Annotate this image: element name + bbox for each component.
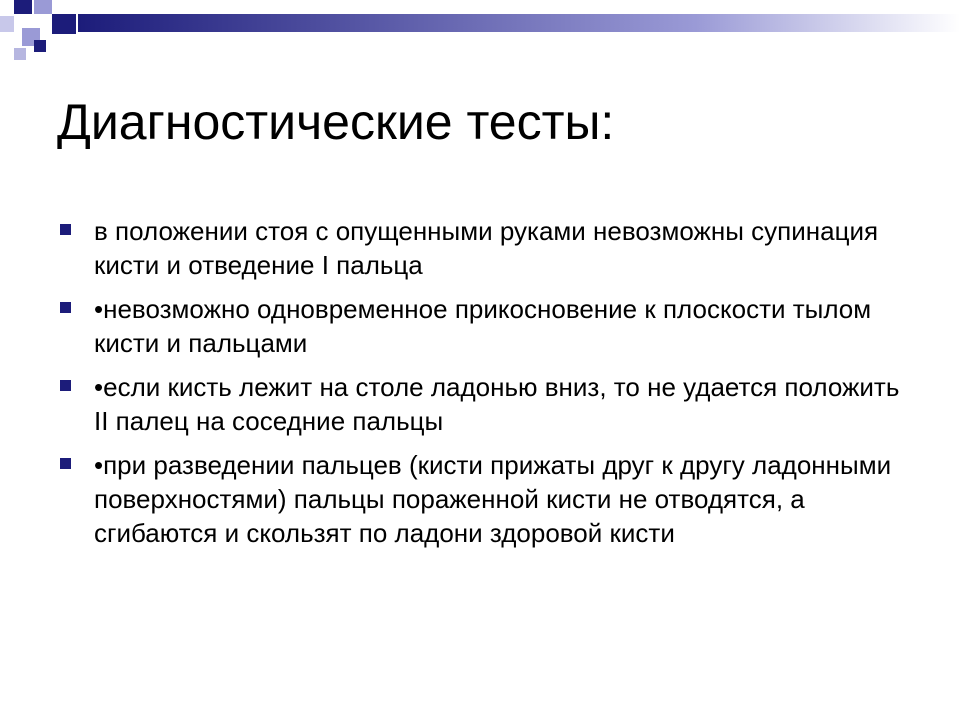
header-gradient-bar <box>78 14 960 32</box>
deco-square-dark-3 <box>34 40 46 52</box>
bullet-item <box>60 448 920 550</box>
square-bullet-icon <box>60 380 71 391</box>
bullet-text: •при разведении пальцев (кисти прижаты друг к другу ладонными поверхностями) пальцы пораженной кисти не отводятся, а сгибаются и скользят по ладони здоровой кисти <box>94 450 892 548</box>
deco-square-dark-1 <box>14 0 32 14</box>
bullet-item <box>60 292 920 360</box>
bullet-list <box>60 214 920 560</box>
deco-square-light-4 <box>14 48 26 60</box>
square-bullet-icon <box>60 458 71 469</box>
bullet-item <box>60 214 920 282</box>
bullet-item <box>60 370 920 438</box>
bullet-text: в положении стоя с опущенными руками невозможны супинация кисти и отведение I пальца <box>94 216 879 280</box>
slide-title: Диагностические тесты: <box>57 94 615 150</box>
deco-square-light-1 <box>34 0 52 14</box>
square-bullet-icon <box>60 302 71 313</box>
deco-square-dark-2 <box>52 14 76 34</box>
square-bullet-icon <box>60 224 71 235</box>
deco-square-light-2 <box>0 16 14 32</box>
header-decoration <box>0 0 960 70</box>
bullet-text: •невозможно одновременное прикосновение к плоскости тылом кисти и пальцами <box>94 294 872 358</box>
bullet-text: •если кисть лежит на столе ладонью вниз, то не удается положить II палец на соседние пальцы <box>94 372 900 436</box>
